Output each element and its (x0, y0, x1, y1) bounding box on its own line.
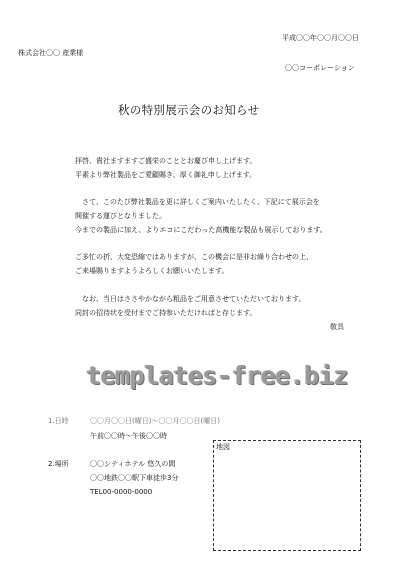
place-tel: TEL00-0000-0000 (90, 488, 153, 496)
request-line-2: ご来場賜りますようよろしくお願いいたします。 (75, 267, 229, 275)
map-label: 地図 (216, 443, 230, 451)
closing-word: 敬具 (330, 323, 344, 331)
sender-name: 〇〇コーポレーション (285, 64, 355, 72)
place-name: 〇〇シティホテル 悠久の間 (90, 460, 176, 468)
body-line-3: 今までの製品に加え、よりエコにこだわった高機能な製品も展示しております。 (75, 226, 327, 234)
date-value: 〇〇月〇〇日(曜日)～〇〇月〇〇日(曜日) (90, 417, 220, 425)
body-line-2: 開催する運びとなりました。 (75, 212, 166, 220)
document-title: 秋の特別展示会のお知らせ (118, 103, 260, 117)
body-line-1: さて、このたび弊社製品を更に詳しくご案内いたしたく、下記にて展示会を (82, 198, 320, 206)
note-line-1: なお、当日はささやかながら粗品をご用意させていただいております。 (82, 295, 306, 303)
date-label: 1.日時 (48, 417, 69, 425)
map-box (213, 440, 361, 551)
place-access: 〇〇地鉄〇〇駅下車徒歩3分 (90, 474, 179, 482)
place-label: 2.場所 (48, 460, 69, 468)
recipient-name: 株式会社〇〇 産業様 (18, 49, 84, 57)
note-line-2: 同封の招待状を受付までご持参いただければと存じます。 (75, 309, 257, 317)
document-date: 平成〇〇年〇〇月〇〇日 (282, 34, 359, 42)
time-value: 午前〇〇時～午後〇〇時 (90, 432, 167, 440)
greeting-line-2: 平素より弊社製品をご愛顧賜き、厚く御礼申し上げます。 (75, 171, 257, 179)
request-line-1: ご多忙の折、大変恐縮ではありますが、この機会に是非お繰り合わせの上、 (75, 253, 313, 261)
watermark-text: templates-free.biz (86, 361, 348, 390)
greeting-line-1: 拝啓、貴社ますますご盛栄のこととお慶び申し上げます。 (75, 157, 257, 165)
